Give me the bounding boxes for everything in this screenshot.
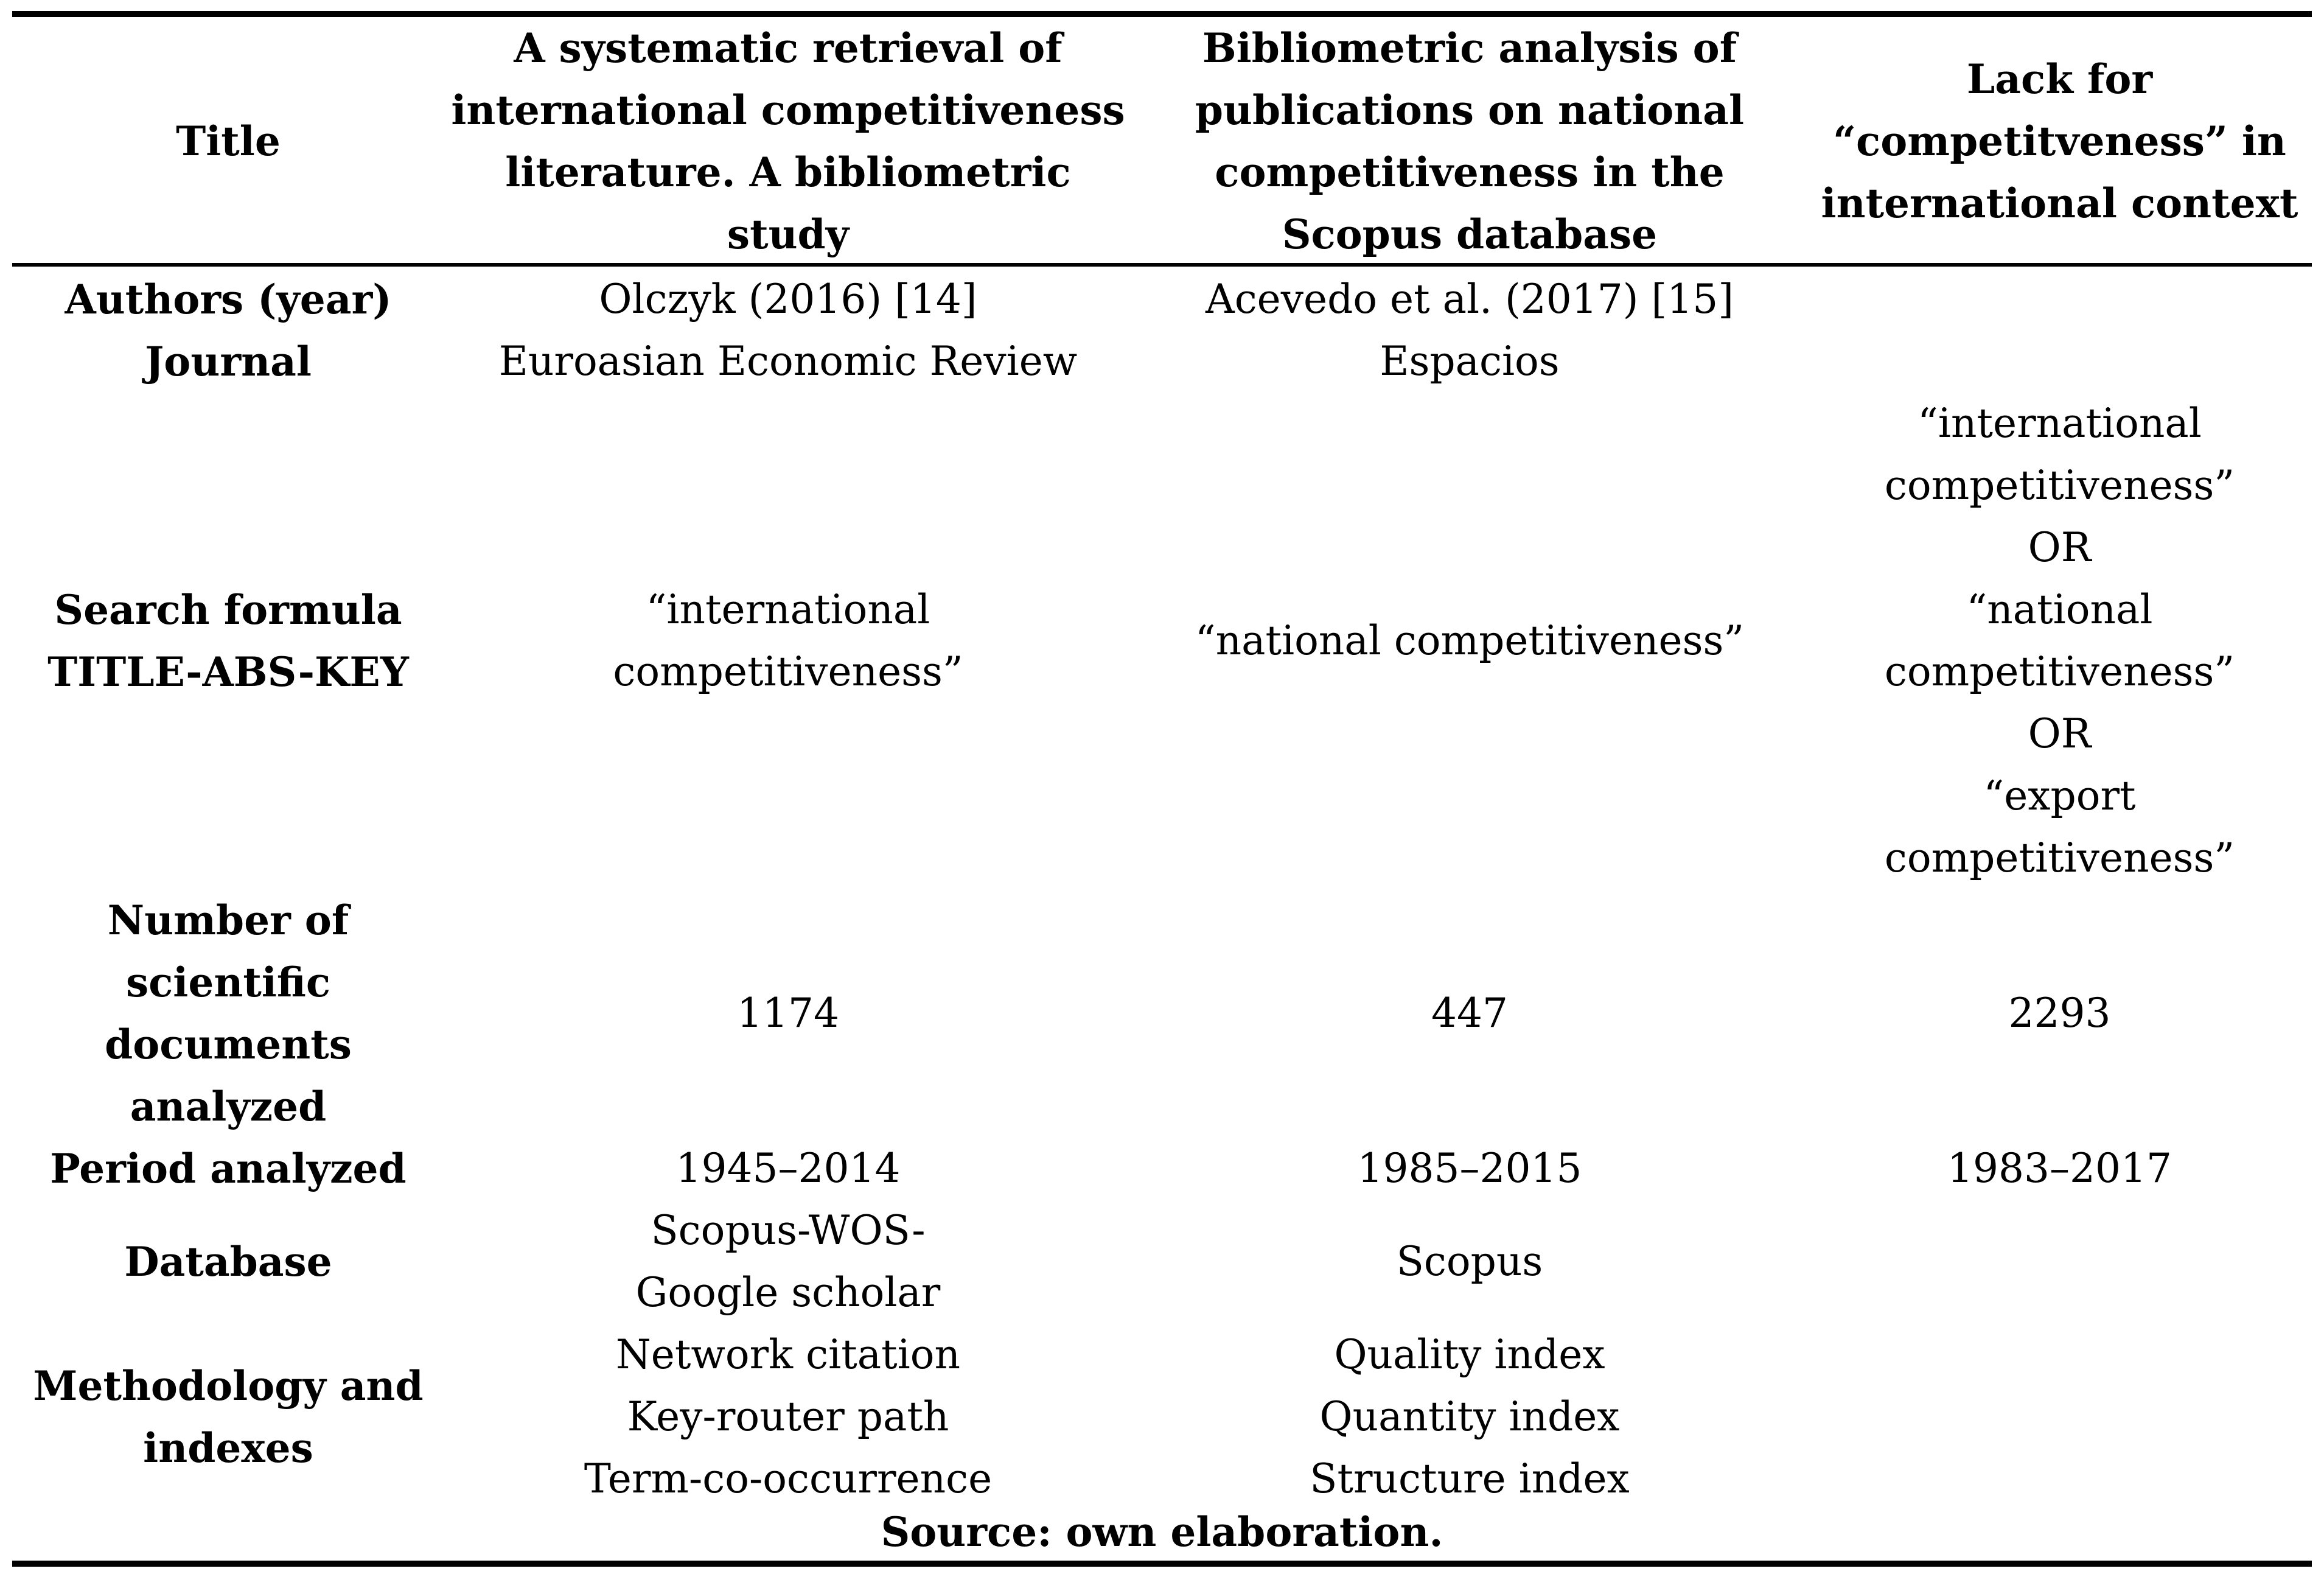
row-search-label-line: Search formula: [54, 586, 402, 634]
row-search-col3: [1807, 393, 2312, 889]
row-search-label-line: TITLE-ABS-KEY: [47, 648, 409, 696]
row-database-col1-line: Google scholar: [635, 1269, 941, 1316]
row-journal-col3: [1807, 331, 2312, 393]
header-col3-line: international context: [1821, 180, 2298, 227]
row-methodology-col1-line: Network citation: [616, 1331, 960, 1378]
row-database-col3: [1807, 1200, 2312, 1324]
table-source-note-line: Source: own elaboration.: [881, 1508, 1443, 1556]
row-database-col2-line: Scopus: [1396, 1238, 1543, 1285]
row-period-label-line: Period analyzed: [50, 1145, 407, 1192]
row-search-col3-line: OR: [2028, 524, 2092, 571]
row-search-col1: [444, 393, 1132, 889]
row-authors-col2: [1132, 268, 1807, 331]
header-col2: [1132, 19, 1807, 263]
row-search-col1-line: “international: [646, 586, 930, 633]
header-col1-line: A systematic retrieval of: [514, 24, 1063, 72]
row-period-col2: [1132, 1138, 1807, 1200]
row-database-label-line: Database: [124, 1238, 332, 1285]
row-number-label: [12, 889, 444, 1138]
row-period-col1-line: 1945–2014: [675, 1145, 901, 1192]
header-col1: [444, 19, 1132, 263]
row-methodology-col2-line: Quantity index: [1319, 1393, 1620, 1440]
row-search-col3-line: competitiveness”: [1884, 462, 2235, 509]
row-methodology-col1-line: Key-router path: [627, 1393, 949, 1440]
header-col1-line: literature. A bibliometric: [505, 149, 1071, 196]
row-search-col3-line: “export: [1983, 772, 2136, 819]
row-journal-col1-line: Euroasian Economic Review: [498, 338, 1078, 385]
header-col1-line: study: [727, 211, 850, 258]
row-authors-col1-line: Olczyk (2016) [14]: [599, 276, 977, 323]
row-journal-label-line: Journal: [145, 338, 312, 385]
row-database-label: [12, 1200, 444, 1324]
row-methodology-col1-line: Term-co-occurrence: [584, 1455, 993, 1502]
row-authors-col3: [1807, 268, 2312, 331]
row-authors-label: [12, 268, 444, 331]
row-methodology-col2: [1132, 1324, 1807, 1510]
row-search-col1-line: competitiveness”: [613, 648, 963, 695]
row-search-label: [12, 393, 444, 889]
header-col2-line: Scopus database: [1282, 211, 1658, 258]
row-database-col2: [1132, 1200, 1807, 1324]
row-period-col1: [444, 1138, 1132, 1200]
row-journal-col2-line: Espacios: [1380, 338, 1560, 385]
table-source-note: [12, 1503, 2312, 1561]
header-col2-line: Bibliometric analysis of: [1202, 24, 1737, 72]
row-authors-label-line: Authors (year): [65, 276, 392, 323]
row-methodology-label: [12, 1324, 444, 1510]
row-journal-label: [12, 331, 444, 393]
row-journal-col1: [444, 331, 1132, 393]
row-number-label-line: scientific: [125, 959, 331, 1006]
row-number-col3: [1807, 889, 2312, 1138]
row-journal-col2: [1132, 331, 1807, 393]
row-number-col1: [444, 889, 1132, 1138]
row-number-col3-line: 2293: [2008, 990, 2111, 1037]
row-methodology-col3: [1807, 1324, 2312, 1510]
row-period-label: [12, 1138, 444, 1200]
row-methodology-label-line: indexes: [143, 1424, 313, 1472]
row-number-label-line: analyzed: [130, 1083, 327, 1130]
row-search-col2-line: “national competitiveness”: [1195, 617, 1745, 664]
row-methodology-col1: [444, 1324, 1132, 1510]
header-col1-line: international competitiveness: [451, 86, 1125, 134]
row-authors-col1: [444, 268, 1132, 331]
row-search-col3-line: competitiveness”: [1884, 834, 2235, 881]
row-database-col1-line: Scopus-WOS-: [651, 1207, 926, 1254]
row-search-col2: [1132, 393, 1807, 889]
row-number-col2-line: 447: [1431, 990, 1508, 1037]
row-period-col3-line: 1983–2017: [1947, 1145, 2172, 1192]
row-number-label-line: Number of: [107, 897, 349, 944]
row-methodology-col2-line: Quality index: [1334, 1331, 1605, 1378]
row-search-col3-line: competitiveness”: [1884, 648, 2235, 695]
row-search-col3-line: OR: [2028, 710, 2092, 757]
header-col3: [1807, 19, 2312, 263]
row-number-label-line: documents: [105, 1021, 352, 1068]
row-database-col1: [444, 1200, 1132, 1324]
header-col2-line: competitiveness in the: [1215, 149, 1725, 196]
row-period-col2-line: 1985–2015: [1357, 1145, 1582, 1192]
header-row-label-line: Title: [176, 117, 281, 165]
table-top-rule: [12, 11, 2312, 17]
row-number-col1-line: 1174: [737, 990, 839, 1037]
row-methodology-col2-line: Structure index: [1310, 1455, 1630, 1502]
header-col3-line: “competitveness” in: [1833, 117, 2286, 165]
header-col3-line: Lack for: [1966, 55, 2153, 103]
row-period-col3: [1807, 1138, 2312, 1200]
table-header-rule: [12, 263, 2312, 267]
row-search-col3-line: “national: [1966, 586, 2153, 633]
row-search-col3-line: “international: [1917, 400, 2202, 447]
header-row-label: [12, 19, 444, 263]
row-number-col2: [1132, 889, 1807, 1138]
row-authors-col2-line: Acevedo et al. (2017) [15]: [1206, 276, 1734, 323]
row-methodology-label-line: Methodology and: [33, 1362, 424, 1410]
header-col2-line: publications on national: [1195, 86, 1745, 134]
